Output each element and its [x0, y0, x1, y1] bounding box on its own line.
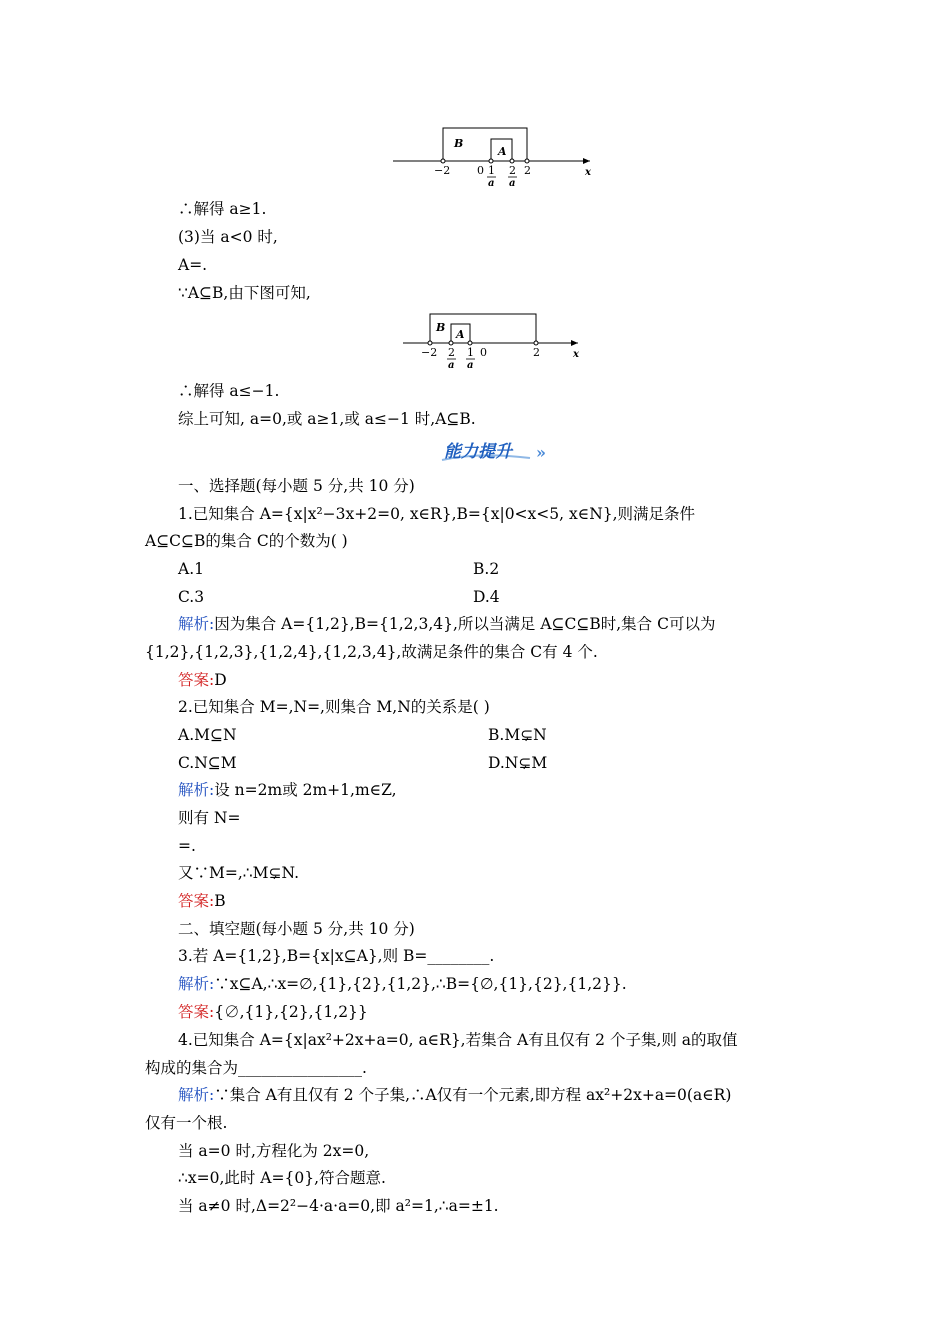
- text-line: =.: [178, 837, 196, 855]
- answer-line: [178, 891, 226, 911]
- option-d: D.4: [473, 588, 500, 606]
- point: [489, 159, 493, 163]
- analysis-text: 设 n=2m或 2m+1,m∈Z,: [214, 781, 397, 799]
- analysis-line: [178, 974, 627, 994]
- tick-label: 2: [509, 164, 516, 177]
- analysis-line: [178, 780, 397, 800]
- text-line: ∵A⊆B,由下图可知,: [178, 284, 311, 302]
- label-b: B: [436, 321, 446, 334]
- analysis-label: 解析:: [178, 975, 215, 993]
- answer-value: D: [214, 671, 227, 689]
- set-b-box: [430, 314, 536, 343]
- question-stem: 3.若 A={1,2},B={x|x⊆A},则 B=________.: [178, 947, 495, 965]
- answer-line: [178, 670, 227, 690]
- point: [468, 341, 472, 345]
- answer-label: 答案:: [178, 1003, 215, 1021]
- chevron-right-icon: »: [536, 443, 546, 462]
- number-line-diagram-1: [390, 125, 600, 195]
- section-heading: 一、选择题(每小题 5 分,共 10 分): [178, 477, 415, 495]
- text-line: 又∵M=,∴M⊊N.: [178, 864, 300, 882]
- analysis-label: 解析:: [178, 615, 215, 633]
- question-stem: 构成的集合为________________.: [145, 1059, 367, 1077]
- tick-label: 2: [524, 164, 531, 177]
- question-stem: 4.已知集合 A={x|ax²+2x+a=0, a∈R},若集合 A有且仅有 2 个子集,则 a的取值: [178, 1031, 738, 1049]
- tick-label: 1: [488, 164, 495, 177]
- point: [441, 159, 445, 163]
- tick-label: a: [467, 360, 474, 370]
- axis-arrow: [571, 340, 578, 346]
- answer-label: 答案:: [178, 671, 215, 689]
- option-c: C.3: [178, 588, 205, 606]
- analysis-line: [178, 614, 715, 634]
- analysis-label: 解析:: [178, 1086, 215, 1104]
- label-a: A: [498, 145, 507, 158]
- text-line: (3)当 a<0 时,: [178, 228, 278, 246]
- banner-text: 能力提升: [444, 442, 512, 462]
- point: [525, 159, 529, 163]
- text-line: ∴解得 a≤−1.: [178, 382, 280, 400]
- text-line: 当 a≠0 时,Δ=2²−4·a·a=0,即 a²=1,∴a=±1.: [178, 1197, 499, 1215]
- analysis-text: ∵x⊆A,∴x=∅,{1},{2},{1,2},∴B={∅,{1},{2},{1,2}}.: [214, 975, 627, 993]
- option-d: D.N⊊M: [488, 754, 548, 772]
- text-line: 则有 N=: [178, 809, 241, 827]
- analysis-text: 因为集合 A={1,2},B={1,2,3,4},所以当满足 A⊆C⊆B时,集合 C可以为: [214, 615, 716, 633]
- point: [510, 159, 514, 163]
- point: [449, 341, 453, 345]
- tick-label: 2: [448, 346, 455, 359]
- text-line: ∴解得 a≥1.: [178, 200, 267, 218]
- analysis-label: 解析:: [178, 781, 215, 799]
- option-c: C.N⊆M: [178, 754, 237, 772]
- question-stem: 1.已知集合 A={x|x²−3x+2=0, x∈R},B={x|0<x<5, x∈N},则满足条件: [178, 505, 696, 523]
- tick-label: 2: [533, 346, 540, 359]
- analysis-line: 仅有一个根.: [145, 1114, 228, 1132]
- analysis-text: ∵集合 A有且仅有 2 个子集,∴A仅有一个元素,即方程 ax²+2x+a=0(a∈R): [214, 1086, 732, 1104]
- option-b: B.M⊊N: [488, 726, 547, 744]
- point: [428, 341, 432, 345]
- answer-value: B: [214, 892, 226, 910]
- label-a: A: [456, 328, 465, 341]
- option-a: A.1: [178, 560, 204, 578]
- question-stem: A⊆C⊆B的集合 C的个数为( ): [145, 532, 348, 550]
- tick-label: 0: [480, 346, 487, 359]
- label-b: B: [454, 137, 464, 150]
- answer-label: 答案:: [178, 892, 215, 910]
- option-b: B.2: [473, 560, 500, 578]
- axis-arrow: [583, 158, 590, 164]
- tick-label: a: [509, 178, 516, 189]
- ability-banner: [440, 438, 560, 464]
- question-stem: 2.已知集合 M=,N=,则集合 M,N的关系是( ): [178, 698, 490, 716]
- section-heading: 二、填空题(每小题 5 分,共 10 分): [178, 920, 415, 938]
- option-a: A.M⊆N: [178, 726, 237, 744]
- tick-label: −2: [421, 346, 438, 359]
- axis-label: x: [573, 349, 579, 360]
- axis-label: x: [585, 167, 591, 178]
- answer-line: [178, 1002, 368, 1022]
- text-line: ∴x=0,此时 A={0},符合题意.: [178, 1169, 386, 1187]
- text-line: 当 a=0 时,方程化为 2x=0,: [178, 1142, 370, 1160]
- point: [534, 341, 538, 345]
- tick-label: 1: [467, 346, 474, 359]
- tick-label: a: [488, 178, 495, 189]
- text-line: 综上可知, a=0,或 a≥1,或 a≤−1 时,A⊆B.: [178, 410, 476, 428]
- text-line: A=.: [178, 256, 208, 274]
- analysis-line: [178, 1085, 731, 1105]
- answer-value: {∅,{1},{2},{1,2}}: [214, 1003, 368, 1021]
- number-line-diagram-2: [400, 310, 590, 370]
- tick-label: −2: [434, 164, 451, 177]
- tick-label: a: [448, 360, 455, 370]
- analysis-line: {1,2},{1,2,3},{1,2,4},{1,2,3,4},故满足条件的集合 C有 4 个.: [145, 643, 598, 661]
- tick-label: 0: [477, 164, 484, 177]
